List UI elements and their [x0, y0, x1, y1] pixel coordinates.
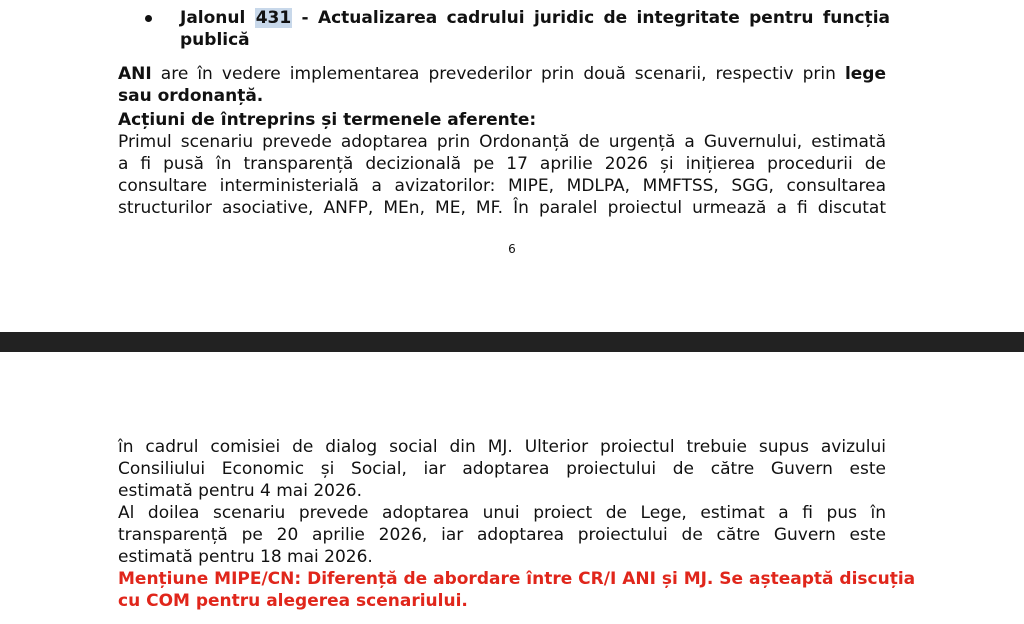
- paragraph-line: a fi pusă în transparență decizională pe 17 aprilie 2026 și inițierea procedurii de: [118, 154, 886, 174]
- mipe-note-line: cu COM pentru alegerea scenariului.: [118, 591, 468, 611]
- bullet-heading-line-2: publică: [180, 30, 250, 50]
- actions-heading: Acțiuni de întreprins și termenele aferente:: [118, 110, 537, 130]
- page-number: 6: [508, 242, 516, 256]
- document-page-7: [0, 352, 1024, 624]
- lege-label: lege: [844, 64, 886, 84]
- paragraph-line: Al doilea scenariu prevede adoptarea unui proiect de Lege, estimat a fi pus în: [118, 503, 886, 523]
- paragraph-line: în cadrul comisiei de dialog social din MJ. Ulterior proiectul trebuie supus avizului: [118, 437, 886, 457]
- search-highlight: 431: [255, 8, 292, 28]
- paragraph-line: structurilor asociative, ANFP, MEn, ME, MF. În paralel proiectul urmează a fi discutat: [118, 198, 886, 218]
- actions-section: [118, 109, 886, 219]
- ani-label: ANI: [118, 64, 152, 84]
- bullet-heading-line-1: Jalonul 431 - Actualizarea cadrului juridic de integritate pentru funcția: [180, 8, 890, 28]
- continuation-paragraph: [118, 436, 916, 612]
- page-separator: [0, 332, 1024, 352]
- bullet-heading: [180, 7, 890, 51]
- paragraph-line: estimată pentru 4 mai 2026.: [118, 481, 363, 501]
- paragraph-line: consultare interministerială a avizatorilor: MIPE, MDLPA, MMFTSS, SGG, consultarea: [118, 176, 886, 196]
- paragraph-line: Consiliului Economic și Social, iar adoptarea proiectului de către Guvern este: [118, 459, 886, 479]
- paragraph-line: estimată pentru 18 mai 2026.: [118, 547, 373, 567]
- bullet-dot-icon: [145, 15, 152, 22]
- paragraph-line: Primul scenariu prevede adoptarea prin Ordonanță de urgență a Guvernului, estimată: [118, 132, 886, 152]
- intro-line-2: sau ordonanță.: [118, 86, 264, 106]
- paragraph-line: transparență pe 20 aprilie 2026, iar adoptarea proiectului de către Guvern este: [118, 525, 886, 545]
- intro-line-1: ANI are în vedere implementarea prevederilor prin două scenarii, respectiv prin lege: [118, 64, 886, 84]
- mipe-note-line: Mențiune MIPE/CN: Diferență de abordare între CR/I ANI și MJ. Se așteaptă discuția: [118, 569, 916, 589]
- intro-paragraph: [118, 63, 886, 107]
